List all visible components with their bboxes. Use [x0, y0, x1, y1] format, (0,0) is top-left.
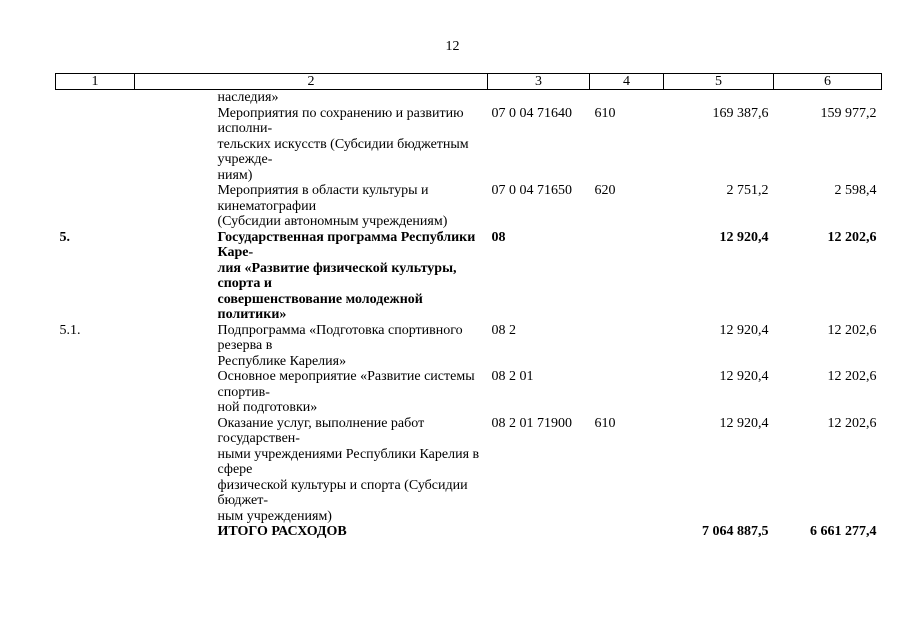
column-header: 5 [664, 74, 774, 90]
column-header: 3 [488, 74, 590, 90]
row-number [56, 416, 135, 525]
row-name: Основное мероприятие «Развитие системы спортив- ной подготовки» [217, 369, 475, 415]
row-number [56, 90, 135, 106]
row-code: 08 2 01 [491, 369, 534, 384]
table-row [56, 230, 882, 323]
row-name: Государственная программа Республики Каре- лия «Развитие физической культуры, спорта и совершенствование молодежной политики» [217, 229, 476, 322]
row-number [56, 183, 135, 230]
row-number [56, 369, 135, 416]
row-number: 5.1. [59, 322, 81, 338]
row-value-2018: 2 598,4 [834, 183, 877, 198]
row-type [590, 369, 664, 416]
row-value-2017: 7 064 887,5 [702, 524, 769, 539]
row-type [590, 230, 664, 323]
row-value-2018: 12 202,6 [827, 369, 877, 384]
row-value-2018: 12 202,6 [827, 415, 877, 431]
column-header: 1 [56, 74, 135, 90]
table-row [56, 323, 882, 370]
row-value-2017: 12 920,4 [719, 369, 769, 384]
row-value-2017: 169 387,6 [712, 105, 769, 121]
table-row [56, 416, 882, 525]
row-type: 620 [594, 183, 616, 198]
table-row [56, 183, 882, 230]
row-name: наследия» [217, 90, 279, 105]
row-type: 610 [594, 415, 616, 431]
row-code: 08 2 [491, 322, 516, 338]
row-value-2018: 12 202,6 [827, 229, 877, 245]
row-type: 610 [594, 105, 616, 121]
row-type [590, 90, 664, 106]
table-row [56, 90, 882, 106]
row-code: 08 [491, 229, 506, 245]
row-value-2017: 2 751,2 [726, 183, 769, 198]
row-code: 07 0 04 71640 [491, 105, 572, 121]
row-name: Мероприятия по сохранению и развитию исполни- тельских искусств (Субсидии бюджетным учрежде- ниям) [217, 105, 469, 183]
row-value-2017: 12 920,4 [719, 415, 769, 431]
row-name: Подпрограмма «Подготовка спортивного резерва в Республике Карелия» [217, 322, 463, 369]
row-name: ИТОГО РАСХОДОВ [217, 524, 347, 539]
row-number [56, 524, 135, 540]
row-value-2018: 12 202,6 [827, 322, 877, 338]
column-header: 4 [590, 74, 664, 90]
row-type [590, 323, 664, 370]
row-name: Оказание услуг, выполнение работ государствен- ными учреждениями Республики Карелия в сфере физической культуры и спорта (Субсидии бюджет- ным учреждениям) [217, 415, 480, 524]
table-row [56, 524, 882, 540]
column-header: 2 [135, 74, 488, 90]
page-number: 12 [445, 39, 460, 54]
row-code [488, 90, 590, 106]
table-header-row [56, 74, 882, 90]
table-row [56, 106, 882, 184]
row-code [488, 524, 590, 540]
row-type [590, 524, 664, 540]
table-body [56, 90, 882, 540]
row-value-2017: 12 920,4 [719, 322, 769, 338]
row-value-2018 [774, 90, 882, 106]
column-header: 6 [774, 74, 882, 90]
row-value-2017: 12 920,4 [719, 229, 769, 245]
row-value-2018: 159 977,2 [820, 105, 877, 121]
row-code: 08 2 01 71900 [491, 415, 572, 431]
row-number: 5. [59, 229, 70, 245]
row-value-2018: 6 661 277,4 [810, 524, 877, 539]
row-value-2017 [664, 90, 774, 106]
budget-table [55, 73, 882, 540]
row-code: 07 0 04 71650 [491, 183, 572, 198]
row-name: Мероприятия в области культуры и кинематографии (Субсидии автономным учреждениям) [217, 183, 448, 229]
table-row [56, 369, 882, 416]
row-number [56, 106, 135, 184]
